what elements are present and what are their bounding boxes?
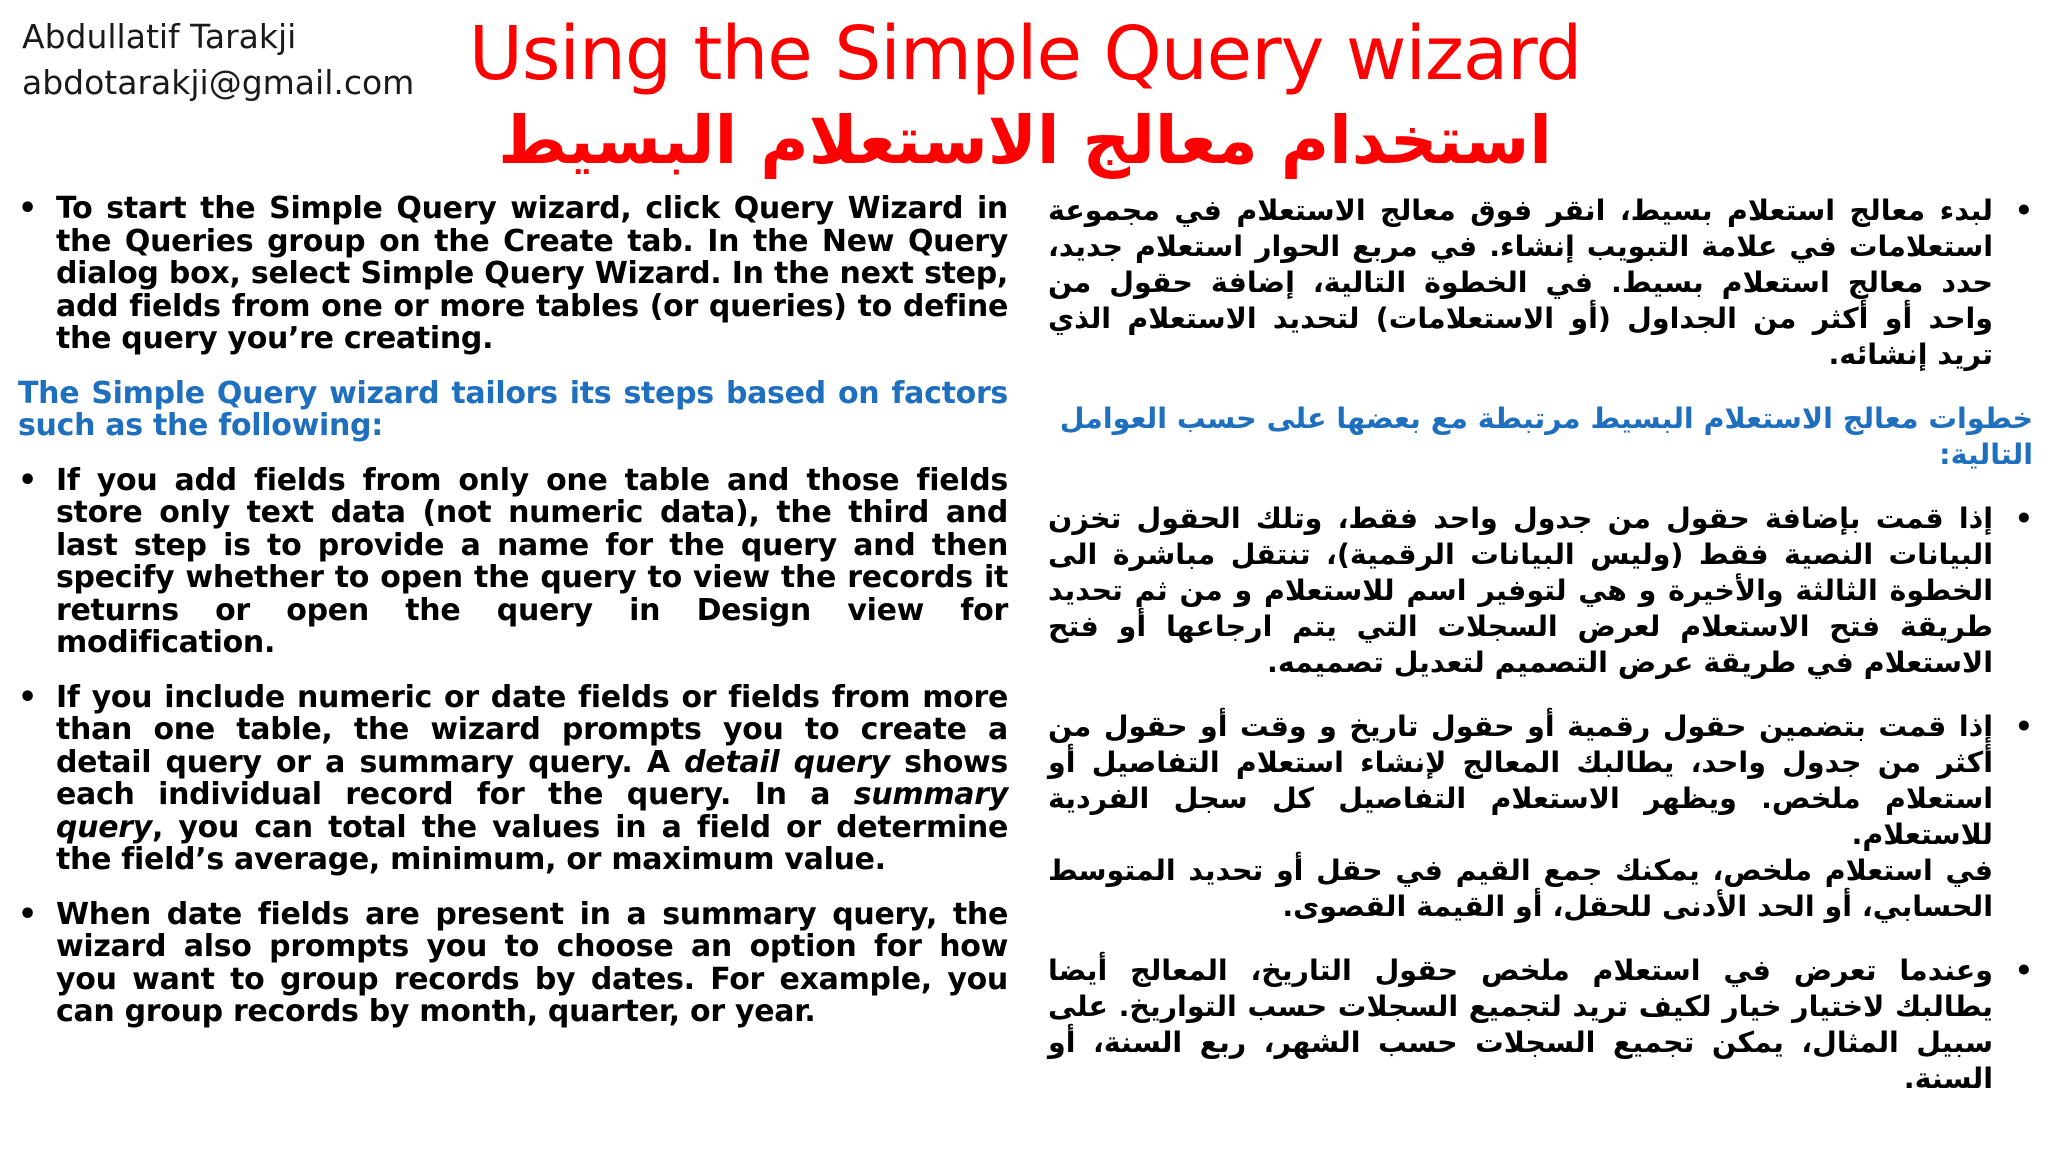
english-bullet3-part2: shows each individual record for the query. In a: [56, 744, 1008, 812]
english-column: [18, 193, 1008, 1029]
author-name: Abdullatif Tarakji: [22, 17, 297, 56]
english-steps-intro: The Simple Query wizard tailors its steps based on factors such as the following:: [18, 375, 1008, 443]
arabic-bullet3-detail: • إذا قمت بتضمين حقول رقمية أو حقول تاريخ و وقت أو حقول من أكثر من جدول واحد، يطالبك المعالج لإنشاء استعلام التفاصيل أو استعلام ملخص. ويظهر الاستعلام التفاصيل كل سجل الفردية للاستعلام.: [1048, 710, 1993, 851]
arabic-bullet-start-wizard: • لبدء معالج استعلام بسيط، انقر فوق معالج الاستعلام في مجموعة استعلامات في علامة التبويب إنشاء. في مربع الحوار استعلام جديد، حدد معالج استعلام بسيط. في الخطوة التالية، إضافة حقول من واحد أو أكثر من الجداول (أو الاستعلامات) لتحديد الاستعلام الذي تريد إنشائه.: [1048, 193, 2033, 373]
english-term-detail-query: detail query: [684, 744, 890, 780]
english-bullet-numeric-fields: [18, 679, 1008, 877]
arabic-bullet-text-fields: • إذا قمت بإضافة حقول من جدول واحد فقط، وتلك الحقول تخزن البيانات النصية فقط (وليس البيانات الرقمية)، تنتقل مباشرة الى الخطوة الثالثة والأخيرة و هي لتوفير اسم للاستعلام و من ثم تحديد طريقة فتح الاستعلام لعرض السجلات التي يتم ارجاعها أو فتح الاستعلام في طريقة عرض التصميم لتعديل تصميمه.: [1048, 501, 2033, 681]
english-bullet-date-fields: • When date fields are present in a summary query, the wizard also prompts you to choose an option for how you want to group records by dates. For example, you can group records by month, quarter, or year.: [18, 899, 1008, 1029]
author-email: abdotarakji@gmail.com: [22, 63, 415, 102]
arabic-bullet3-summary: في استعلام ملخص، يمكنك جمع القيم في حقل أو تحديد المتوسط الحسابي، أو الحد الأدنى للحقل، أو القيمة القصوى.: [1048, 854, 1993, 923]
english-term-summary-query: summary query: [56, 777, 1008, 845]
arabic-steps-intro: خطوات معالج الاستعلام البسيط مرتبطة مع بعضها على حسب العوامل التالية:: [1059, 402, 2033, 471]
english-bullet-text-fields: • If you add fields from only one table and those fields store only text data (not numeric data), the third and last step is to provide a name for the query and then specify whether to open the query to view the records it returns or open the query in Design view for modification.: [18, 465, 1008, 660]
arabic-bullet-numeric-fields: [1048, 709, 2033, 925]
title-arabic: استخدام معالج الاستعلام البسيط: [498, 102, 1552, 179]
arabic-bullet-date-fields: • وعندما تعرض في استعلام ملخص حقول التاريخ، المعالج أيضا يطالبك لاختيار خيار لكيف تريد لتجميع السجلات حسب التواريخ. على سبيل المثال، يمكن تجميع السجلات حسب الشهر، ربع السنة، أو السنة.: [1048, 953, 2033, 1097]
title-english: Using the Simple Query wizard: [468, 11, 1582, 97]
english-bullet3-part3: , you can total the values in a field or determine the field’s average, minimum, or maximum value.: [56, 809, 1008, 877]
arabic-column: [1048, 193, 2033, 1097]
english-bullet3-part1: If you include numeric or date fields or fields from more than one table, the wizard prompts you to create a detail query or a summary query. A: [56, 679, 1008, 780]
english-bullet-start-wizard: • To start the Simple Query wizard, click Query Wizard in the Queries group on the Create tab. In the New Query dialog box, select Simple Query Wizard. In the next step, add fields from one or more tables (or queries) to define the query you’re creating.: [18, 193, 1008, 356]
